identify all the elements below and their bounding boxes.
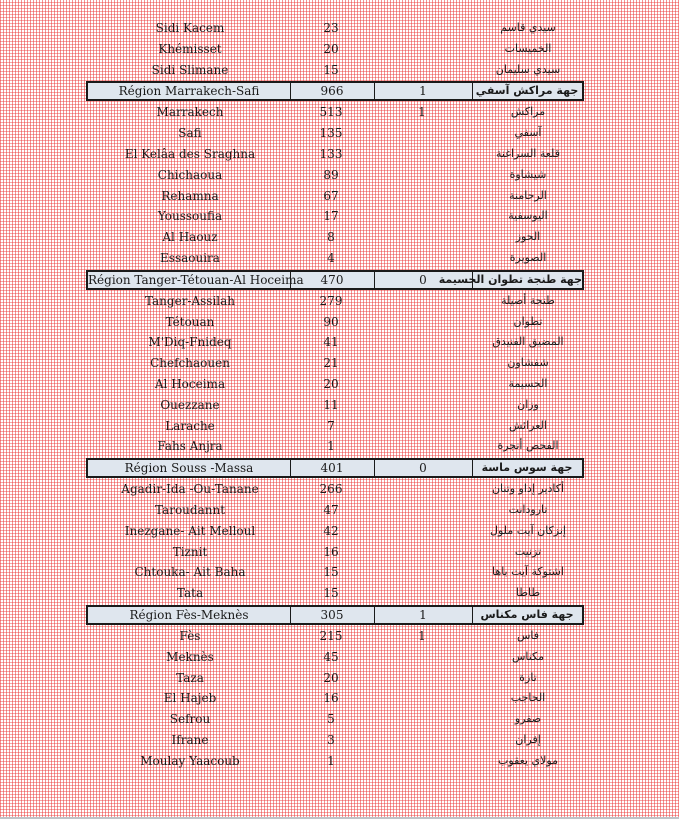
table-row	[0, 647, 679, 667]
province-name-ar: الحاجب	[510, 691, 546, 705]
province-name-fr: Tiznit	[172, 544, 208, 559]
count-value: 23	[323, 21, 339, 35]
count-value: 4	[327, 251, 335, 265]
province-name-fr: Al Hoceima	[154, 377, 226, 391]
province-name-fr: Inezgane- Ait Melloul	[124, 523, 256, 538]
table-row	[0, 730, 679, 750]
table-row	[0, 291, 679, 311]
count-value: 1	[327, 753, 335, 768]
province-name-fr: Tata	[176, 586, 204, 601]
province-name-ar: تازة	[519, 670, 537, 684]
province-name-ar: الحوز	[515, 230, 541, 244]
province-name-ar: أكادير إداو وتنان	[491, 482, 565, 496]
province-name-fr: Région Marrakech-Safi	[118, 84, 260, 99]
count-value: 305	[320, 608, 344, 622]
province-name-ar: جهة سوس ماسة	[481, 461, 573, 475]
secondary-count-value: 1	[419, 84, 427, 99]
province-name-ar: مراكش	[510, 105, 546, 119]
province-name-fr: Khémisset	[158, 41, 222, 56]
column-divider	[374, 83, 375, 99]
province-name-fr: M'Diq-Fnideq	[148, 335, 232, 350]
table-row	[0, 395, 679, 415]
secondary-count-value	[372, 688, 472, 708]
province-name-ar: مكناس	[511, 649, 545, 663]
province-name-fr: Fahs Anjra	[157, 439, 223, 454]
table-row	[0, 248, 679, 268]
region-header-row	[86, 270, 584, 290]
table-row	[0, 353, 679, 373]
secondary-count-value	[372, 647, 472, 667]
table-row	[0, 668, 679, 688]
count-value: 20	[323, 377, 339, 391]
count-value: 45	[323, 649, 339, 664]
count-value: 67	[323, 188, 339, 203]
province-name-ar: تارودانت	[508, 503, 548, 516]
column-divider	[374, 272, 375, 288]
secondary-count-value	[372, 227, 472, 247]
table-row	[0, 542, 679, 562]
count-value: 3	[327, 733, 335, 747]
province-name-ar: سيدي سليمان	[495, 62, 561, 76]
region-header-row	[86, 458, 584, 478]
province-name-fr: Safi	[178, 126, 202, 141]
province-name-ar: شفشاون	[507, 356, 549, 370]
province-name-ar: طنجة أصيلة	[501, 293, 555, 307]
table-row	[0, 436, 679, 456]
table-row	[0, 751, 679, 771]
table-row	[0, 521, 679, 541]
count-value: 42	[323, 523, 339, 538]
secondary-count-value	[372, 436, 472, 456]
province-name-fr: Youssoufia	[157, 209, 223, 224]
count-value: 5	[327, 712, 335, 727]
province-name-ar: العرائش	[509, 418, 547, 432]
secondary-count-value	[372, 730, 472, 750]
table-row	[0, 206, 679, 226]
count-value: 16	[323, 691, 339, 706]
table-row	[0, 39, 679, 59]
secondary-count-value	[372, 583, 472, 603]
count-value: 20	[323, 670, 339, 685]
table-row	[0, 227, 679, 247]
count-value: 266	[319, 482, 343, 497]
province-name-fr: Larache	[165, 418, 215, 433]
province-name-ar: شيشاوة	[509, 167, 547, 181]
column-divider	[290, 607, 291, 623]
count-value: 133	[319, 147, 343, 161]
count-value: 21	[323, 356, 339, 371]
secondary-count-value	[372, 60, 472, 80]
count-value: 401	[320, 461, 344, 476]
secondary-count-value	[372, 123, 472, 143]
province-name-fr: Chichaoua	[157, 167, 223, 182]
province-name-fr: Fès	[179, 629, 201, 643]
province-name-fr: Sefrou	[169, 712, 211, 727]
count-value: 966	[320, 84, 344, 99]
province-name-ar: وزان	[517, 397, 539, 411]
table-row	[0, 626, 679, 646]
province-name-ar: طاطا	[515, 586, 541, 600]
table-row	[0, 312, 679, 332]
secondary-count-value: 1	[419, 608, 427, 622]
table-row	[0, 709, 679, 729]
province-name-fr: Essaouira	[160, 251, 220, 265]
province-name-fr: Chefchaouen	[150, 356, 230, 371]
count-value: 16	[323, 544, 339, 559]
count-value: 279	[319, 293, 343, 308]
secondary-count-value	[372, 751, 472, 771]
count-value: 135	[319, 126, 343, 141]
count-value: 7	[327, 418, 335, 433]
secondary-count-value	[372, 312, 472, 332]
province-name-fr: El Kelâa des Sraghna	[124, 147, 256, 161]
secondary-count-value	[372, 374, 472, 394]
region-header-row	[86, 81, 584, 101]
province-name-ar: مولاي يعقوب	[498, 753, 558, 767]
count-value: 15	[323, 565, 339, 580]
secondary-count-value	[372, 709, 472, 729]
secondary-count-value	[372, 165, 472, 185]
secondary-count-value	[372, 144, 472, 164]
province-name-fr: Meknès	[166, 649, 214, 664]
count-value: 89	[323, 167, 339, 182]
province-name-fr: Région Tanger-Tétouan-Al Hoceima	[88, 272, 304, 287]
column-divider	[374, 460, 375, 476]
count-value: 11	[323, 397, 339, 412]
province-name-ar: الصويرة	[509, 251, 547, 264]
province-name-fr: Agadir-Ida -Ou-Tanane	[121, 482, 259, 497]
secondary-count-value: 0	[419, 461, 427, 476]
secondary-count-value: 1	[418, 629, 426, 643]
province-name-ar: آسفي	[514, 126, 542, 140]
count-value: 470	[320, 272, 344, 287]
secondary-count-value	[372, 521, 472, 541]
province-name-fr: Région Fès-Meknès	[129, 608, 249, 622]
province-name-fr: Ifrane	[171, 733, 209, 747]
column-divider	[472, 460, 473, 476]
column-divider	[290, 272, 291, 288]
province-name-ar: سيدي قاسم	[500, 21, 556, 34]
province-name-fr: El Hajeb	[163, 691, 217, 706]
secondary-count-value	[372, 542, 472, 562]
table-row	[0, 688, 679, 708]
province-name-ar: جهة طنجة تطوان الحسيمة	[438, 272, 582, 286]
secondary-count-value	[372, 395, 472, 415]
table-row	[0, 18, 679, 38]
province-name-ar: صفرو	[514, 712, 542, 726]
count-value: 15	[323, 62, 339, 77]
table-row	[0, 583, 679, 603]
column-divider	[290, 460, 291, 476]
province-name-fr: Tanger-Assilah	[144, 293, 236, 308]
province-name-fr: Al Haouz	[162, 230, 218, 245]
count-value: 41	[323, 335, 339, 350]
count-value: 513	[319, 105, 343, 120]
table-row	[0, 562, 679, 582]
secondary-count-value	[372, 39, 472, 59]
province-name-ar: إفران	[515, 733, 541, 746]
secondary-count-value	[372, 562, 472, 582]
count-value: 47	[323, 503, 339, 517]
province-name-fr: Tétouan	[165, 314, 215, 329]
province-name-fr: Taroudannt	[154, 503, 226, 517]
table-row	[0, 374, 679, 394]
province-name-ar: المضيق الفنيدق	[492, 335, 564, 349]
province-name-ar: قلعة السراغنة	[496, 147, 560, 160]
count-value: 17	[323, 209, 339, 224]
secondary-count-value	[372, 479, 472, 499]
province-name-ar: اشتوكة آيت باها	[492, 565, 564, 579]
province-name-ar: إنزكان آيت ملول	[490, 523, 566, 537]
table-row	[0, 60, 679, 80]
province-name-ar: الحسيمة	[508, 377, 548, 390]
province-name-fr: Chtouka- Ait Baha	[134, 565, 246, 580]
secondary-count-value	[372, 353, 472, 373]
secondary-count-value	[372, 186, 472, 206]
secondary-count-value	[372, 248, 472, 268]
table-row	[0, 102, 679, 122]
province-name-ar: تطوان	[513, 314, 543, 328]
province-name-ar: اليوسفية	[508, 209, 548, 223]
table-row	[0, 144, 679, 164]
column-divider	[290, 83, 291, 99]
table-row	[0, 123, 679, 143]
column-divider	[472, 272, 473, 288]
province-name-ar: جهة فاس مكناس	[480, 608, 574, 621]
province-name-fr: Taza	[176, 670, 204, 685]
province-name-fr: Sidi Slimane	[151, 62, 229, 77]
count-value: 90	[323, 314, 339, 329]
province-name-fr: Moulay Yaacoub	[140, 753, 240, 768]
count-value: 215	[319, 629, 343, 643]
secondary-count-value	[372, 332, 472, 352]
province-name-ar: الخميسات	[504, 41, 552, 55]
column-divider	[472, 83, 473, 99]
table-row	[0, 332, 679, 352]
province-name-ar: جهة مراكش آسفي	[475, 84, 579, 98]
province-name-ar: فاس	[516, 629, 540, 642]
province-name-fr: Sidi Kacem	[155, 21, 225, 35]
province-name-ar: الرحامنة	[509, 188, 547, 202]
count-value: 20	[323, 41, 339, 56]
secondary-count-value	[372, 500, 472, 520]
province-name-fr: Ouezzane	[160, 397, 220, 412]
province-name-fr: Rehamna	[161, 188, 219, 203]
count-value: 15	[323, 586, 339, 601]
province-name-ar: الفحص أنجرة	[497, 439, 559, 453]
count-value: 8	[327, 230, 335, 245]
secondary-count-value	[372, 18, 472, 38]
secondary-count-value	[372, 668, 472, 688]
column-divider	[472, 607, 473, 623]
secondary-count-value: 0	[419, 272, 427, 287]
secondary-count-value	[372, 416, 472, 436]
secondary-count-value: 1	[418, 105, 426, 120]
secondary-count-value	[372, 291, 472, 311]
table-row	[0, 186, 679, 206]
table-row	[0, 416, 679, 436]
secondary-count-value	[372, 206, 472, 226]
table-row	[0, 479, 679, 499]
count-value: 1	[327, 439, 335, 454]
region-header-row	[86, 605, 584, 625]
province-name-fr: Région Souss -Massa	[124, 461, 254, 476]
province-name-fr: Marrakech	[156, 105, 224, 120]
province-name-ar: تزنيت	[514, 544, 542, 558]
table-row	[0, 165, 679, 185]
table-row	[0, 500, 679, 520]
column-divider	[374, 607, 375, 623]
